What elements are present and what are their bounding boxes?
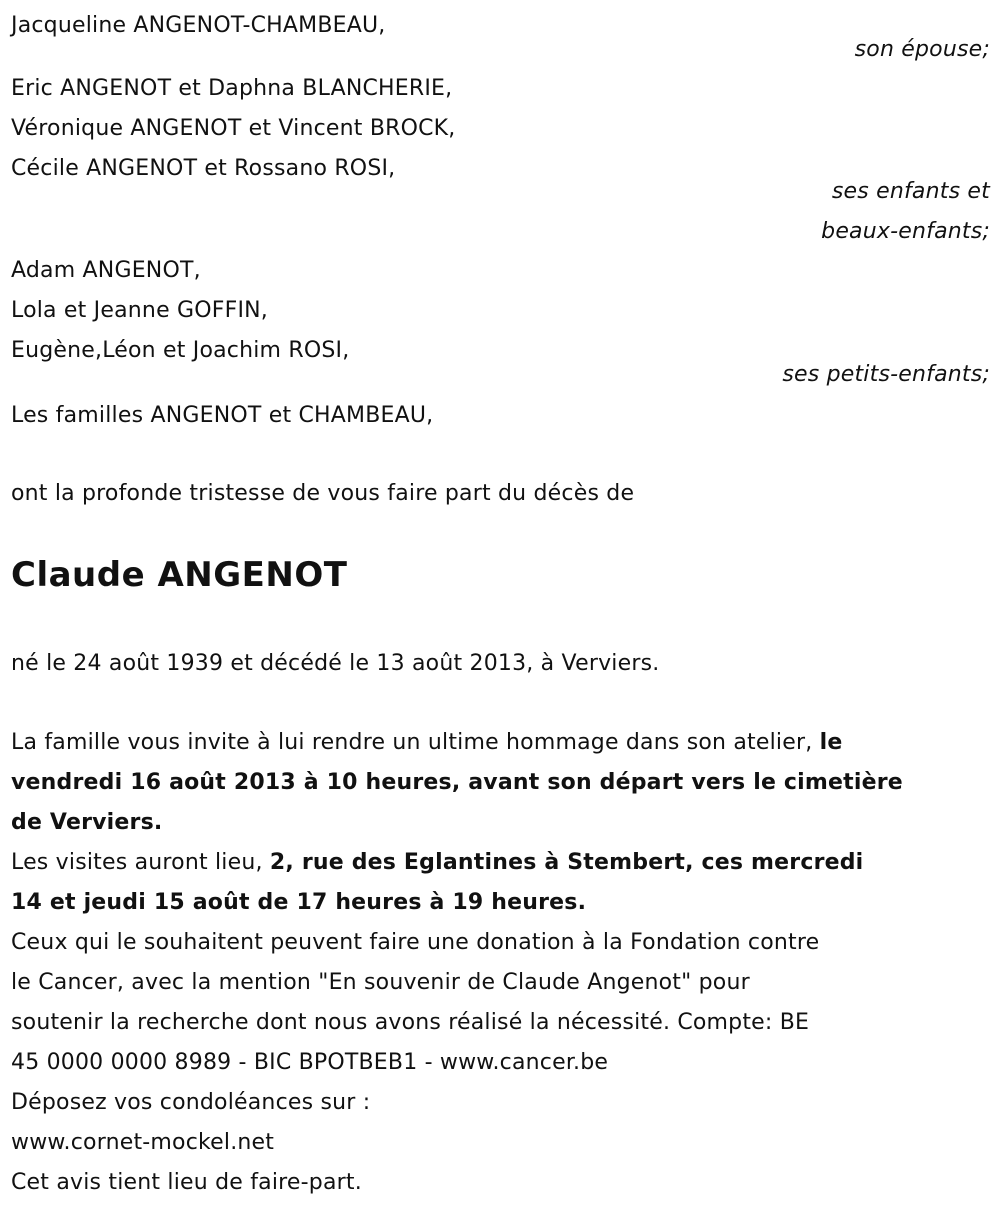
visits-schedule: 14 et jeudi 15 août de 17 heures à 19 heures. bbox=[11, 890, 587, 915]
donation-line: soutenir la recherche dont nous avons réalisé la nécessité. Compte: BE bbox=[11, 1010, 810, 1035]
ceremony-location: de Verviers. bbox=[11, 810, 163, 835]
ceremony-line-2 bbox=[11, 763, 903, 803]
extended-families: Les familles ANGENOT et CHAMBEAU, bbox=[11, 403, 434, 428]
deceased-name: Claude ANGENOT bbox=[11, 555, 348, 595]
condolences-website-link[interactable]: www.cornet-mockel.net bbox=[11, 1130, 275, 1155]
grandchild-name: Adam ANGENOT, bbox=[11, 258, 201, 283]
visits-address: 2, rue des Eglantines à Stembert, ces mercredi bbox=[269, 850, 864, 875]
closing-note: Cet avis tient lieu de faire-part. bbox=[11, 1170, 362, 1195]
grandchild-name: Eugène,Léon et Joachim ROSI, bbox=[11, 338, 350, 363]
donation-line: le Cancer, avec la mention "En souvenir de Claude Angenot" pour bbox=[11, 970, 750, 995]
announcement-text: ont la profonde tristesse de vous faire part du décès de bbox=[11, 481, 635, 506]
donation-line: Ceux qui le souhaitent peuvent faire une donation à la Fondation contre bbox=[11, 930, 820, 955]
cancer-website-link[interactable]: www.cancer.be bbox=[439, 1050, 609, 1075]
child-name: Véronique ANGENOT et Vincent BROCK, bbox=[11, 116, 456, 141]
ceremony-line-1 bbox=[11, 723, 843, 763]
ceremony-intro: La famille vous invite à lui rendre un ultime hommage dans son atelier, bbox=[11, 730, 820, 755]
birth-death-dates: né le 24 août 1939 et décédé le 13 août 2013, à Verviers. bbox=[11, 651, 660, 676]
condolences-label: Déposez vos condoléances sur : bbox=[11, 1090, 371, 1115]
condolences-website-line bbox=[11, 1123, 274, 1163]
visits-line-2 bbox=[11, 883, 586, 923]
ceremony-date-time: vendredi 16 août 2013 à 10 heures, avant son départ vers le cimetière bbox=[11, 770, 903, 795]
bank-account-details: 45 0000 0000 8989 - BIC BPOTBEB1 - bbox=[11, 1050, 440, 1075]
visits-line-1 bbox=[11, 843, 863, 883]
spouse-name: Jacqueline ANGENOT-CHAMBEAU, bbox=[11, 13, 386, 38]
child-name: Eric ANGENOT et Daphna BLANCHERIE, bbox=[11, 76, 453, 101]
grandchild-name: Lola et Jeanne GOFFIN, bbox=[11, 298, 269, 323]
grandchildren-role: ses petits-enfants; bbox=[782, 362, 990, 387]
child-name: Cécile ANGENOT et Rossano ROSI, bbox=[11, 156, 396, 181]
visits-intro: Les visites auront lieu, bbox=[11, 850, 270, 875]
ceremony-line-3 bbox=[11, 803, 162, 843]
ceremony-date-start: le bbox=[819, 730, 843, 755]
children-role-line-1: ses enfants et bbox=[831, 179, 990, 204]
donation-account-line bbox=[11, 1043, 608, 1083]
spouse-role: son épouse; bbox=[854, 37, 990, 62]
children-role-line-2: beaux-enfants; bbox=[821, 219, 990, 244]
